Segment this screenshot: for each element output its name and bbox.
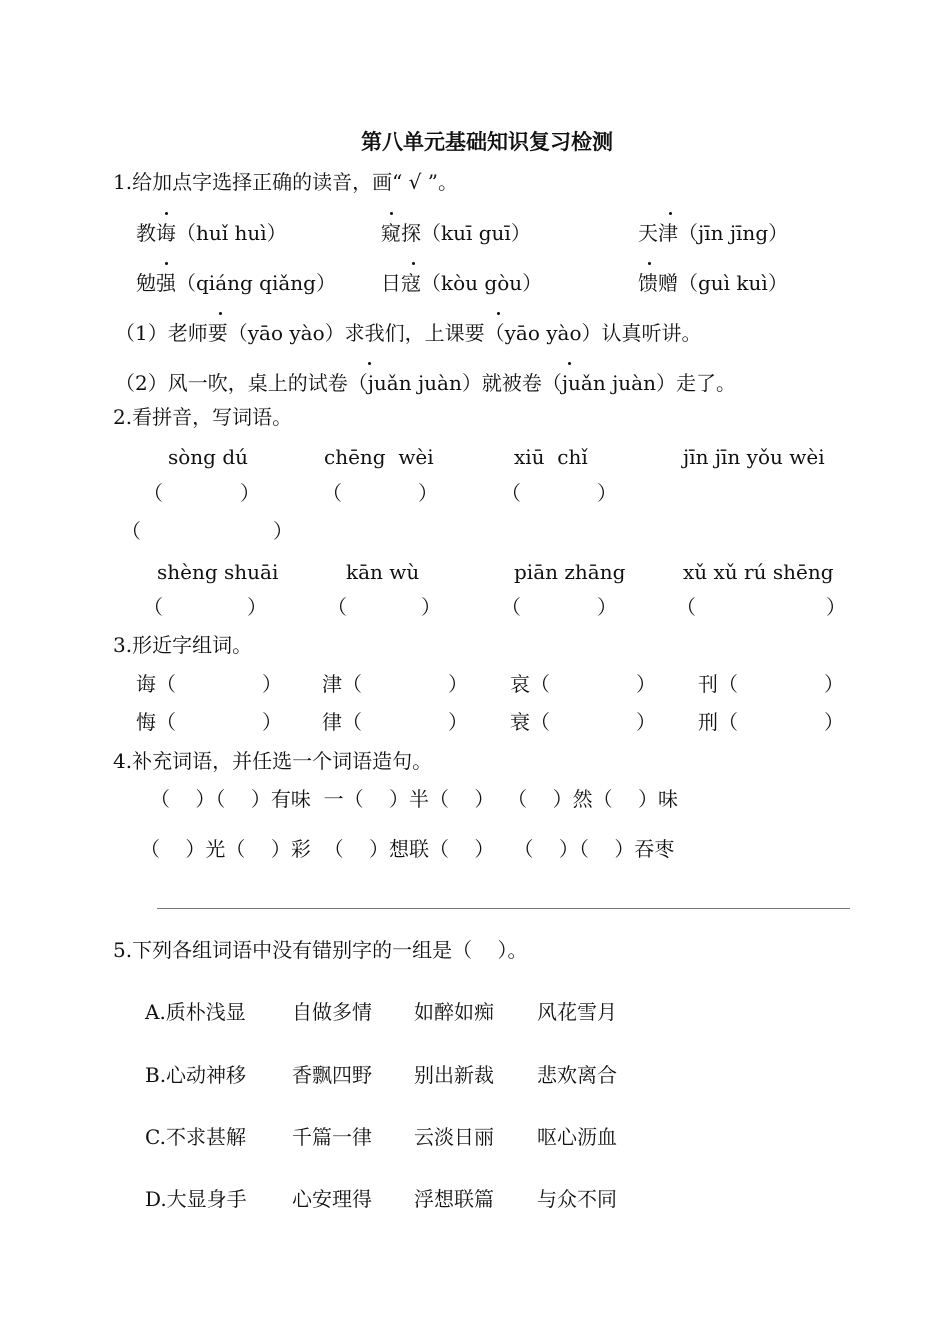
q3-char: 诲（ [136, 672, 176, 696]
pinyin: xǔ xǔ rú shēng [683, 560, 834, 584]
answer-open-paren: （ [143, 481, 163, 505]
emphasis-dot-icon [368, 362, 371, 365]
q5-word: 如醉如痴 [414, 1000, 494, 1024]
q1-sentence-2[interactable]: （2）风一吹，桌上的试卷（juǎn juàn）就被卷（juǎn juàn）走了。 [115, 371, 736, 395]
q3-close: ） [824, 710, 844, 734]
answer-line[interactable] [157, 908, 850, 909]
q3-close: ） [448, 710, 468, 734]
q1-item[interactable]: 教诲（huǐ huì） [136, 221, 287, 245]
q1-item[interactable]: 日寇（kòu gòu） [381, 271, 543, 295]
q5-word: 云淡日丽 [414, 1125, 494, 1149]
pinyin: chēng wèi [324, 445, 434, 469]
q2-label: 2.看拼音，写词语。 [113, 405, 293, 429]
q1-item[interactable]: 馈赠（guì kuì） [638, 271, 788, 295]
page-title: 第八单元基础知识复习检测 [361, 130, 613, 154]
answer-open-paren: （ [327, 595, 347, 619]
q1-item[interactable]: 天津（jīn jīng） [638, 221, 789, 245]
answer-close-paren: ） [597, 595, 617, 619]
pinyin: piān zhāng [514, 560, 626, 584]
q5-word: 风花雪月 [537, 1000, 617, 1024]
answer-close-paren: ） [418, 481, 438, 505]
q1-item[interactable]: 窥探（kuī guī） [381, 221, 531, 245]
pinyin: jīn jīn yǒu wèi [683, 445, 825, 469]
answer-open-paren: （ [322, 481, 342, 505]
answer-close-paren: ） [273, 519, 293, 543]
q4-label: 4.补充词语，并任选一个词语造句。 [113, 749, 433, 773]
q3-char: 刑（ [698, 710, 738, 734]
q3-char: 悔（ [136, 710, 176, 734]
q3-close: ） [824, 672, 844, 696]
pinyin: kān wù [346, 560, 420, 584]
emphasis-dot-icon [412, 262, 415, 265]
emphasis-dot-icon [568, 362, 571, 365]
q5-word: 与众不同 [537, 1187, 617, 1211]
answer-open-paren: （ [501, 481, 521, 505]
emphasis-dot-icon [669, 212, 672, 215]
q5-option-c[interactable]: C.不求甚解 [145, 1125, 246, 1149]
q3-close: ） [262, 710, 282, 734]
q5-word: 别出新裁 [414, 1063, 494, 1087]
q3-close: ） [448, 672, 468, 696]
q3-close: ） [636, 710, 656, 734]
q3-char: 津（ [322, 672, 362, 696]
q5-label: 5.下列各组词语中没有错别字的一组是（ ）。 [113, 938, 528, 962]
emphasis-dot-icon [648, 262, 651, 265]
answer-close-paren: ） [247, 595, 267, 619]
pinyin: shèng shuāi [157, 560, 279, 584]
q5-option-d[interactable]: D.大显身手 [145, 1187, 247, 1211]
q3-close: ） [262, 672, 282, 696]
answer-close-paren: ） [240, 481, 260, 505]
q3-char: 刊（ [698, 672, 738, 696]
q1-sentence-1[interactable]: （1）老师要（yāo yào）求我们，上课要（yāo yào）认真听讲。 [115, 321, 702, 345]
pinyin: xiū chǐ [514, 445, 588, 469]
q3-char: 哀（ [510, 672, 550, 696]
q5-word: 浮想联篇 [414, 1187, 494, 1211]
q5-word: 悲欢离合 [537, 1063, 617, 1087]
pinyin: sòng dú [168, 445, 249, 469]
q3-char: 律（ [322, 710, 362, 734]
q5-word: 自做多情 [292, 1000, 372, 1024]
answer-close-paren: ） [597, 481, 617, 505]
q5-option-a[interactable]: A.质朴浅显 [145, 1000, 246, 1024]
emphasis-dot-icon [219, 312, 222, 315]
q5-word: 呕心沥血 [537, 1125, 617, 1149]
q5-word: 千篇一律 [292, 1125, 372, 1149]
emphasis-dot-icon [165, 212, 168, 215]
q3-char: 衰（ [510, 710, 550, 734]
q5-word: 香飘四野 [292, 1063, 372, 1087]
answer-open-paren: （ [121, 519, 141, 543]
answer-open-paren: （ [676, 595, 696, 619]
q4-line-2: （ ）光（ ）彩 （ ）想联（ ） （ ）（ ）吞枣 [140, 837, 675, 861]
answer-open-paren: （ [143, 595, 163, 619]
emphasis-dot-icon [165, 262, 168, 265]
q3-close: ） [636, 672, 656, 696]
q5-option-b[interactable]: B.心动神移 [145, 1063, 247, 1087]
answer-open-paren: （ [501, 595, 521, 619]
emphasis-dot-icon [497, 312, 500, 315]
q1-item[interactable]: 勉强（qiáng qiǎng） [136, 271, 336, 295]
q1-label: 1.给加点字选择正确的读音，画“ √ ”。 [113, 170, 458, 194]
emphasis-dot-icon [390, 212, 393, 215]
answer-close-paren: ） [421, 595, 441, 619]
q3-label: 3.形近字组词。 [113, 633, 253, 657]
q5-word: 心安理得 [292, 1187, 372, 1211]
answer-close-paren: ） [826, 595, 846, 619]
q4-line-1: （ ）（ ）有味 一（ ）半（ ） （ ）然（ ）味 [150, 787, 679, 811]
